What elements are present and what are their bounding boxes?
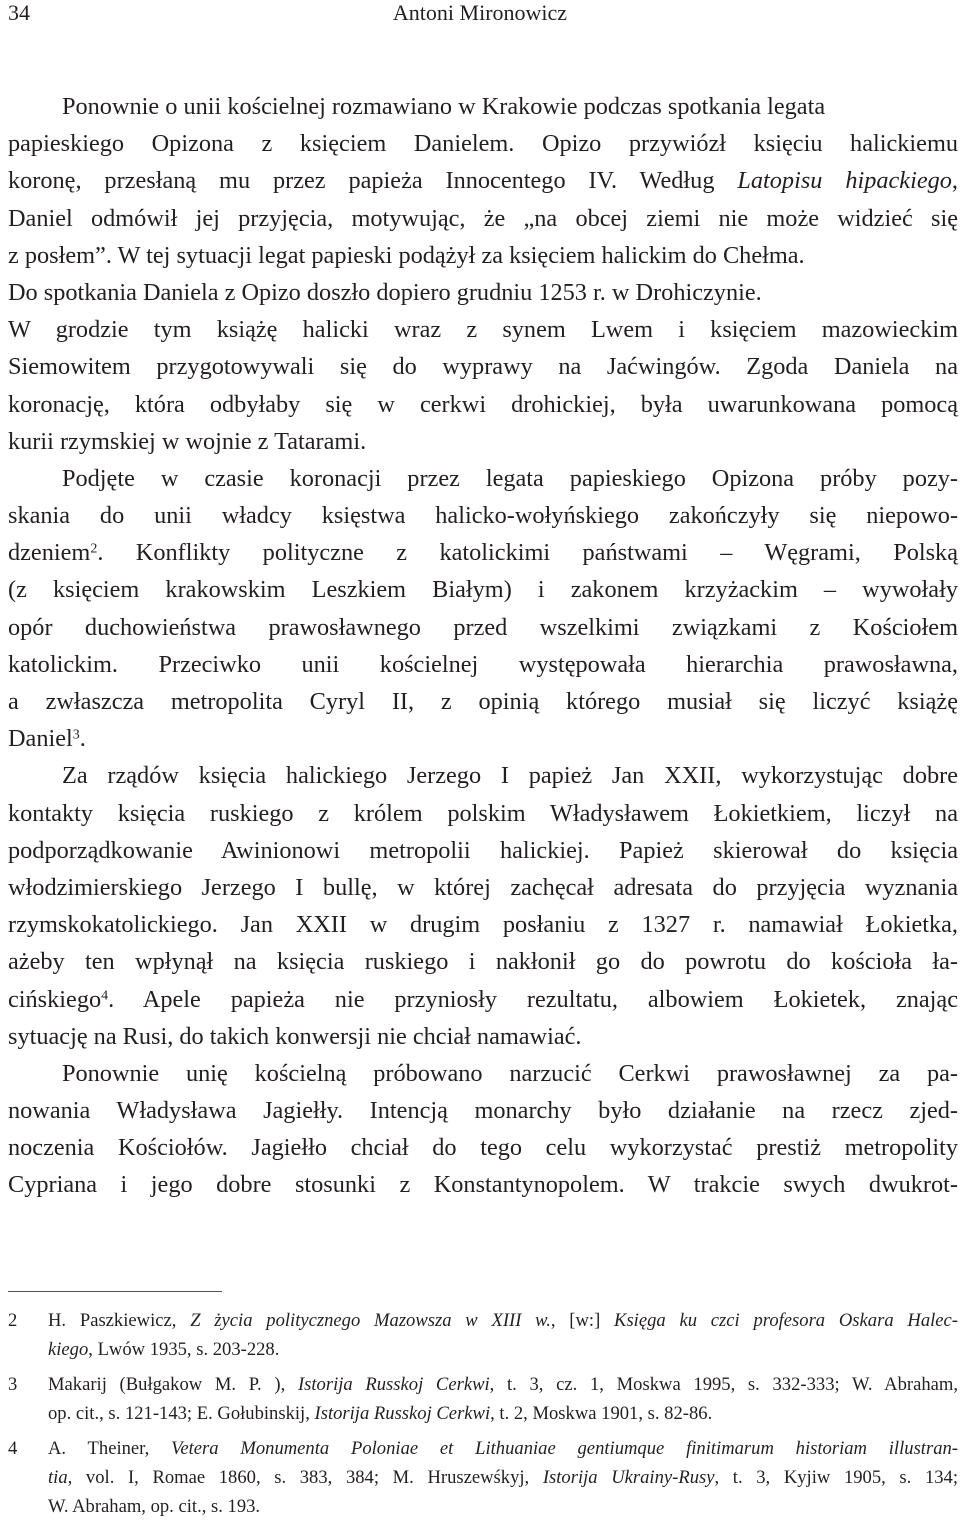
text-segment: W grodzie tym książę halicki wraz z synem Lwem i księciem mazowieckim — [8, 316, 958, 344]
footnote-line — [48, 1463, 958, 1492]
footnote-line — [48, 1306, 958, 1335]
text-segment: koronę, przesłaną mu przez papieża Innocentego IV. Według — [8, 167, 738, 195]
text-segment: włodzimierskiego Jerzego I bullę, w której zachęcał adresata do przyjęcia wyznania — [8, 873, 958, 901]
text-line — [8, 943, 958, 980]
text-line — [8, 200, 958, 237]
text-segment: Ponownie unię kościelną próbowano narzucić Cerkwi prawosławnej za pa- — [62, 1059, 958, 1087]
text-segment: Daniel odmówił jej przyjęcia, motywując, że „na obcej ziemi nie może widzieć się — [8, 204, 958, 232]
text-segment: (z księciem krakowskim Leszkiem Białym) i zakonem krzyżackim – wywołały — [8, 576, 958, 604]
text-segment: a zwłaszcza metropolita Cyryl II, z opinią którego musiał się liczyć książę — [8, 688, 958, 715]
text-segment: nowania Władysława Jagiełły. Intencją monarchy było działanie na rzecz zjed- — [8, 1097, 958, 1125]
footnote — [8, 1434, 958, 1521]
text-line — [8, 1129, 958, 1166]
text-segment: koronację, która odbyłaby się w cerkwi drohickiej, była uwarunkowana pomocą — [8, 390, 958, 418]
text-line — [8, 460, 958, 497]
text-segment: dzeniem — [8, 539, 91, 567]
running-title: Antoni Mironowicz — [392, 0, 568, 25]
text-segment: ażeby ten wpłynął na księcia ruskiego i nakłonił go do powrotu do kościoła ła- — [8, 948, 958, 976]
paragraph — [8, 460, 958, 758]
footnote-number: 2 — [8, 1310, 18, 1331]
text-line — [8, 646, 958, 683]
text-segment: . — [79, 725, 86, 753]
text-segment: skania do unii władcy księstwa halicko-wołyńskiego zakończyły się niepowo- — [8, 502, 958, 530]
text-line — [8, 534, 958, 571]
text-segment: Za rządów księcia halickiego Jerzego I papież Jan XXII, wykorzystując dobre — [62, 762, 958, 790]
text-line — [8, 348, 958, 385]
footnote — [8, 1370, 958, 1428]
text-segment: katolickim. Przeciwko unii kościelnej występowała hierarchia prawosławna, — [8, 650, 958, 678]
footnote — [8, 1306, 958, 1364]
text-segment: Daniel — [8, 725, 73, 753]
italic-text: Istorija Russkoj Cerkwi — [314, 1403, 491, 1424]
text-line — [8, 571, 958, 608]
text-line — [8, 274, 958, 311]
page-header — [0, 0, 960, 34]
italic-text: Z życia politycznego Mazowsza w XIII w. — [190, 1310, 551, 1331]
text-line — [8, 720, 958, 757]
text-segment: . Konflikty polityczne z katolickimi państwami – Węgrami, Polską — [97, 539, 958, 567]
paragraph — [8, 1055, 958, 1204]
text-segment: A. Theiner, — [48, 1438, 172, 1459]
text-line — [8, 162, 958, 199]
text-segment: Siemowitem przygotowywali się do wyprawy na Jaćwingów. Zgoda Daniela na — [8, 353, 958, 381]
text-segment: kontakty księcia ruskiego z królem polskim Władysławem Łokietkiem, liczył na — [8, 799, 958, 827]
text-segment: , t. 2, Moskwa 1901, s. 82-86. — [490, 1403, 713, 1424]
text-segment: . Apele papieża nie przyniosły rezultatu, albowiem Łokietek, znając — [108, 985, 958, 1013]
text-line — [8, 906, 958, 943]
text-segment: , Lwów 1935, s. 203-228. — [88, 1339, 280, 1360]
main-text — [8, 88, 958, 1204]
text-segment: Podjęte w czasie koronacji przez legata papieskiego Opizona próby pozy- — [62, 464, 958, 492]
footnotes — [8, 1306, 958, 1527]
italic-text: Istorija Russkoj Cerkwi — [297, 1374, 490, 1395]
paragraph — [8, 757, 958, 1055]
footnote-number: 3 — [8, 1374, 18, 1395]
text-segment: W. Abraham, op. cit., s. 193. — [48, 1496, 261, 1517]
footnote-separator — [8, 1291, 222, 1292]
text-line — [8, 1018, 958, 1055]
text-line — [8, 609, 958, 646]
text-line — [8, 683, 958, 720]
page-number: 34 — [8, 0, 30, 25]
footnote-reference: 4 — [101, 987, 109, 1003]
text-segment: , t. 3, Kyjiw 1905, s. 134; — [714, 1467, 959, 1488]
italic-text: tia — [48, 1467, 68, 1488]
paragraph — [8, 88, 958, 460]
text-segment: z posłem”. W tej sytuacji legat papieski podążył za księciem halickim do Chełma. — [8, 241, 805, 269]
text-segment: papieskiego Opizona z księciem Danielem. Opizo przywiózł księciu halickiemu — [8, 130, 958, 158]
text-line — [8, 832, 958, 869]
italic-text: Księga ku czci profesora Oskara Halec- — [614, 1310, 958, 1331]
text-line — [8, 1092, 958, 1129]
footnote-reference: 2 — [90, 541, 98, 557]
text-segment: Makarij (Bułgakow M. P. ), — [48, 1374, 298, 1395]
italic-text: Istorija Ukrainy-Rusy — [542, 1467, 715, 1488]
text-segment: rzymskokatolickiego. Jan XXII w drugim posłaniu z 1327 r. namawiał Łokietka, — [8, 911, 958, 939]
text-segment: Ponownie o unii kościelnej rozmawiano w Krakowie podczas spotkania legata — [62, 93, 826, 120]
footnote-line — [48, 1370, 958, 1399]
italic-text: kiego — [48, 1339, 89, 1360]
text-line — [8, 386, 958, 423]
text-segment: , t. 3, cz. 1, Moskwa 1995, s. 332-333; W. Abraham, — [489, 1374, 959, 1395]
text-line — [8, 125, 958, 162]
text-segment: cińskiego — [8, 985, 102, 1013]
text-segment: H. Paszkiewicz, — [48, 1310, 191, 1331]
text-line — [8, 1055, 958, 1092]
text-line — [8, 757, 958, 794]
text-line — [8, 981, 958, 1018]
footnote-number: 4 — [8, 1438, 18, 1459]
italic-text: Latopisu hipackiego — [737, 167, 952, 195]
footnote-line — [48, 1434, 958, 1463]
text-segment: podporządkowanie Awinionowi metropolii halickiej. Papież skierował do księcia — [8, 836, 958, 864]
text-segment: , — [951, 167, 958, 195]
text-segment: kurii rzymskiej w wojnie z Tatarami. — [8, 427, 367, 455]
text-line — [8, 1166, 958, 1203]
text-line — [8, 869, 958, 906]
text-line — [8, 311, 958, 348]
text-segment: Cypriana i jego dobre stosunki z Konstantynopolem. W trakcie swych dwukrot- — [8, 1171, 958, 1199]
text-segment: op. cit., s. 121-143; E. Gołubinskij, — [48, 1403, 315, 1424]
italic-text: Vetera Monumenta Poloniae et Lithuaniae gentiumque finitimarum historiam illustran- — [171, 1438, 958, 1459]
footnote-line — [48, 1399, 958, 1428]
footnote-line — [48, 1492, 958, 1521]
text-segment: noczenia Kościołów. Jagiełło chciał do tego celu wykorzystać prestiż metropolity — [8, 1134, 958, 1162]
footnote-line — [48, 1335, 958, 1364]
text-line — [8, 497, 958, 534]
text-line — [8, 795, 958, 832]
text-segment: sytuację na Rusi, do takich konwersji nie chciał namawiać. — [8, 1022, 582, 1050]
text-line — [8, 237, 958, 274]
text-line — [8, 88, 958, 125]
text-segment: , vol. I, Romae 1860, s. 383, 384; M. Hruszewśkyj, — [67, 1467, 543, 1488]
text-line — [8, 423, 958, 460]
footnote-reference: 3 — [72, 727, 80, 743]
text-segment: , [w:] — [550, 1310, 615, 1331]
text-segment: opór duchowieństwa prawosławnego przed wszelkimi związkami z Kościołem — [8, 613, 958, 641]
text-segment: Do spotkania Daniela z Opizo doszło dopiero grudniu 1253 r. w Drohiczynie. — [8, 278, 762, 306]
